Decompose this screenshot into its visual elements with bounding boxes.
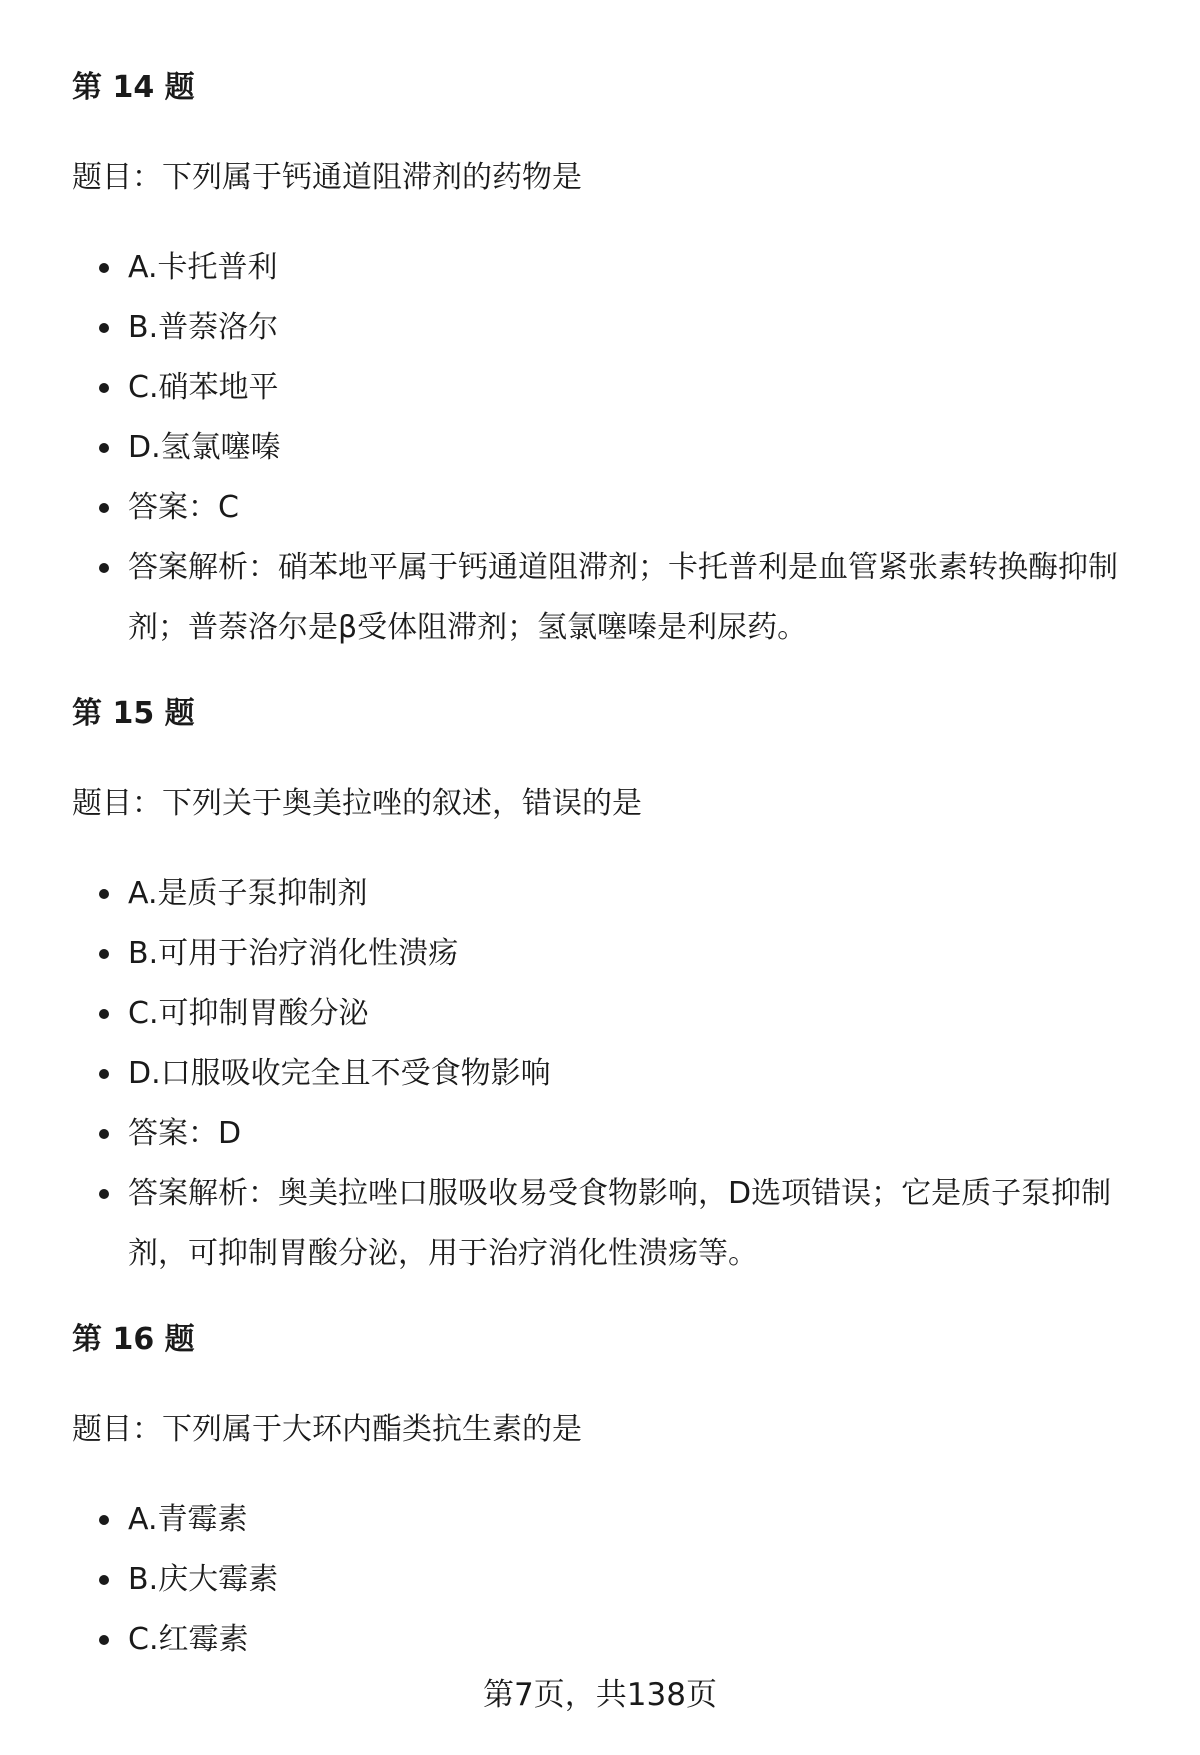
question-16	[72, 1320, 1132, 1670]
answer: 答案：C	[72, 478, 1132, 538]
option-b: B.可用于治疗消化性溃疡	[72, 924, 1132, 984]
question-stem: 题目：下列属于大环内酯类抗生素的是	[72, 1412, 582, 1447]
answer: 答案：D	[72, 1104, 1132, 1164]
option-list	[72, 1490, 1132, 1670]
option-b: B.庆大霉素	[72, 1550, 1132, 1610]
option-b: B.普萘洛尔	[72, 298, 1132, 358]
question-heading: 第 15 题	[72, 696, 195, 731]
question-15	[72, 694, 1132, 1284]
answer-analysis: 答案解析：奥美拉唑口服吸收易受食物影响，D选项错误；它是质子泵抑制剂，可抑制胃酸分泌，用于治疗消化性溃疡等。	[72, 1164, 1132, 1284]
option-c: C.红霉素	[72, 1610, 1132, 1670]
question-heading: 第 16 题	[72, 1322, 195, 1357]
option-list	[72, 864, 1132, 1284]
question-stem: 题目：下列关于奥美拉唑的叙述，错误的是	[72, 786, 642, 821]
option-a: A.卡托普利	[72, 238, 1132, 298]
option-d: D.氢氯噻嗪	[72, 418, 1132, 478]
option-list	[72, 238, 1132, 658]
page-number: 第7页，共138页	[483, 1677, 717, 1713]
question-heading: 第 14 题	[72, 70, 195, 105]
question-stem: 题目：下列属于钙通道阻滞剂的药物是	[72, 160, 582, 195]
option-d: D.口服吸收完全且不受食物影响	[72, 1044, 1132, 1104]
option-a: A.青霉素	[72, 1490, 1132, 1550]
option-a: A.是质子泵抑制剂	[72, 864, 1132, 924]
option-c: C.可抑制胃酸分泌	[72, 984, 1132, 1044]
option-c: C.硝苯地平	[72, 358, 1132, 418]
answer-analysis: 答案解析：硝苯地平属于钙通道阻滞剂；卡托普利是血管紧张素转换酶抑制剂；普萘洛尔是β受体阻滞剂；氢氯噻嗪是利尿药。	[72, 538, 1132, 658]
question-14	[72, 68, 1132, 658]
